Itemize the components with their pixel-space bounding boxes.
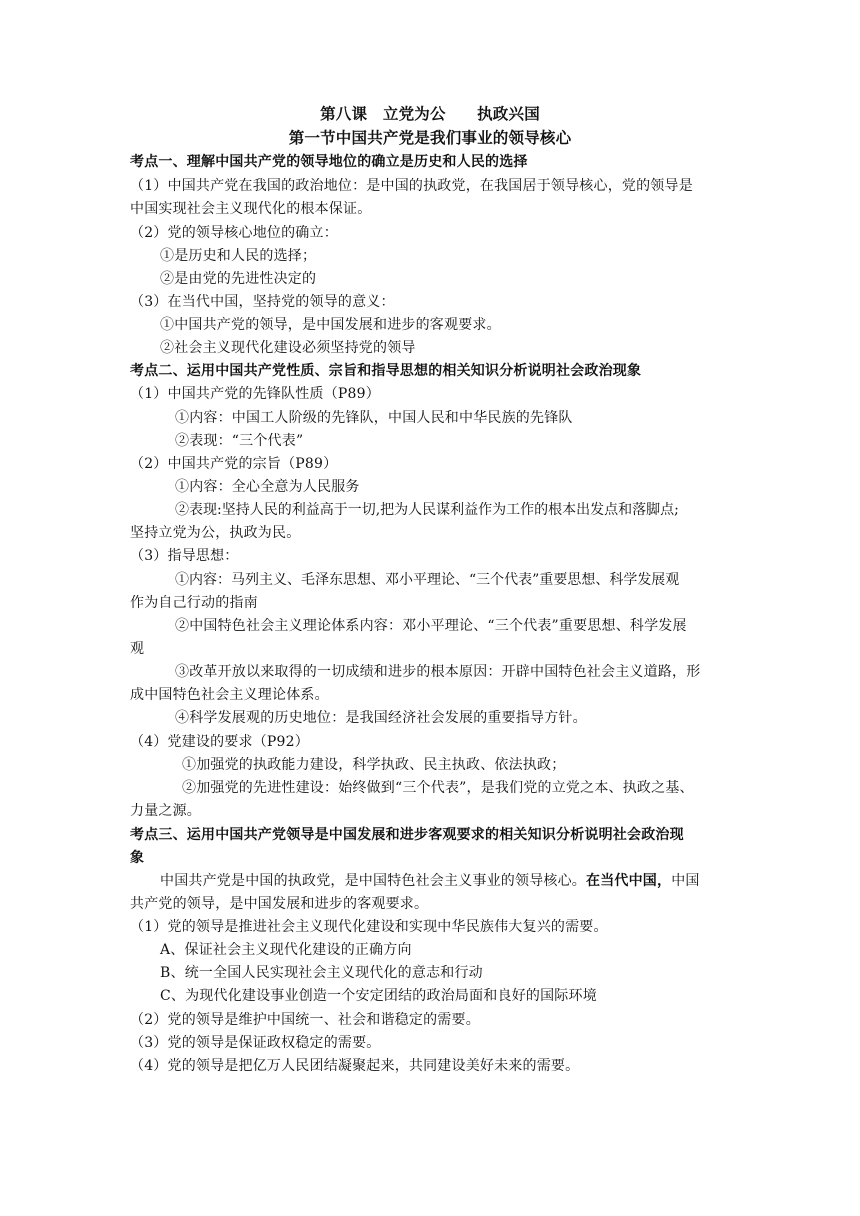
- list-item: C、为现代化建设事业创造一个安定团结的政治局面和良好的国际环境: [160, 988, 597, 1004]
- section-title: 第一节中国共产党是我们事业的领导核心: [288, 128, 572, 147]
- list-item-continuation: 作为自己行动的指南: [130, 595, 258, 611]
- list-item: ②是由党的先进性决定的: [160, 271, 317, 287]
- paragraph: （2）中国共产党的宗旨（P89）: [130, 456, 338, 472]
- paragraph: （2）党的领导核心地位的确立：: [130, 225, 338, 241]
- list-item: ②加强党的先进性建设：始终做到“三个代表”，是我们党的立党之本、执政之基、: [182, 780, 694, 796]
- paragraph: （3）党的领导是保证政权稳定的需要。: [130, 1035, 381, 1051]
- paragraph: 中国实现社会主义现代化的根本保证。: [130, 201, 372, 217]
- list-item-continuation: 力量之源。: [130, 803, 201, 819]
- list-item: ④科学发展观的历史地位：是我国经济社会发展的重要指导方针。: [175, 710, 587, 726]
- list-item: A、保证社会主义现代化建设的正确方向: [160, 942, 412, 958]
- list-item-continuation: 观: [130, 641, 145, 657]
- paragraph: （1）中国共产党在我国的政治地位：是中国的执政党，在我国居于领导核心，党的领导是: [130, 178, 693, 194]
- list-item: ①加强党的执政能力建设，科学执政、民主执政、依法执政；: [182, 757, 566, 773]
- list-item: ③改革开放以来取得的一切成绩和进步的根本原因：开辟中国特色社会主义道路，形: [175, 664, 701, 680]
- list-item: ①中国共产党的领导，是中国发展和进步的客观要求。: [160, 317, 501, 333]
- list-item: ①内容：全心全意为人民服务: [175, 479, 360, 495]
- list-item: ①内容：马列主义、毛泽东思想、邓小平理论、“三个代表”重要思想、科学发展观: [175, 572, 680, 588]
- list-item-continuation: 成中国特色社会主义理论体系。: [130, 687, 329, 703]
- list-item: ②中国特色社会主义理论体系内容：邓小平理论、“三个代表”重要思想、科学发展: [175, 618, 687, 634]
- list-item: ②社会主义现代化建设必须坚持党的领导: [160, 340, 416, 356]
- lesson-title: 第八课 立党为公 执政兴国: [320, 104, 540, 123]
- topic3-heading-continuation: 象: [130, 850, 145, 866]
- list-item: ①内容：中国工人阶级的先锋队，中国人民和中华民族的先锋队: [175, 410, 573, 426]
- topic1-heading: 考点一、理解中国共产党的领导地位的确立是历史和人民的选择: [130, 154, 528, 170]
- paragraph: （2）党的领导是维护中国统一、社会和谐稳定的需要。: [130, 1012, 480, 1028]
- paragraph: （1）中国共产党的先锋队性质（P89）: [130, 386, 380, 402]
- list-item: ②表现：“三个代表”: [175, 433, 304, 449]
- paragraph: （3）指导思想：: [130, 548, 239, 564]
- intro-paragraph-continuation: 共产党的领导，是中国发展和进步的客观要求。: [130, 896, 429, 912]
- paragraph: （3）在当代中国，坚持党的领导的意义：: [130, 294, 395, 310]
- list-item-continuation: 坚持立党为公，执政为民。: [130, 525, 301, 541]
- intro-bold-text: 在当代中国，: [586, 873, 672, 889]
- list-item: ②表现:坚持人民的利益高于一切,把为人民谋利益作为工作的根本出发点和落脚点;: [175, 502, 679, 518]
- list-item: ①是历史和人民的选择；: [160, 248, 317, 264]
- topic3-heading: 考点三、运用中国共产党领导是中国发展和进步客观要求的相关知识分析说明社会政治现: [130, 827, 684, 843]
- paragraph: （4）党的领导是把亿万人民团结凝聚起来，共同建设美好未来的需要。: [130, 1058, 580, 1074]
- topic2-heading: 考点二、运用中国共产党性质、宗旨和指导思想的相关知识分析说明社会政治现象: [130, 363, 642, 379]
- paragraph: （4）党建设的要求（P92）: [130, 734, 309, 750]
- list-item: B、统一全国人民实现社会主义现代化的意志和行动: [160, 965, 483, 981]
- intro-text-end: 中国: [671, 873, 700, 889]
- paragraph: （1）党的领导是推进社会主义现代化建设和实现中华民族伟大复兴的需要。: [130, 919, 608, 935]
- intro-paragraph: [160, 871, 860, 891]
- intro-text: 中国共产党是中国的执政党，是中国特色社会主义事业的领导核心。: [160, 873, 586, 889]
